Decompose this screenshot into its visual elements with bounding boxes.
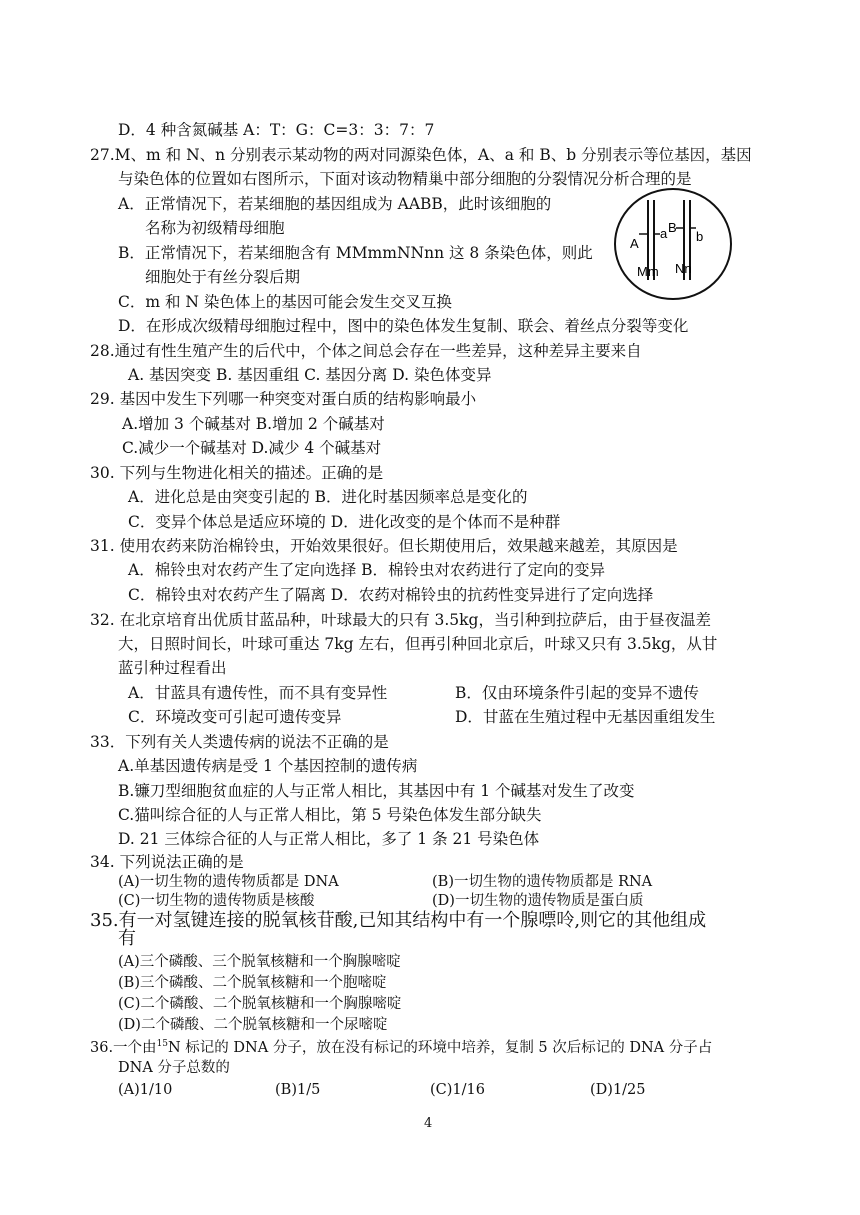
q35-option-a: (A)三个磷酸、三个脱氧核糖和一个胸腺嘧啶	[118, 954, 401, 970]
question-27-stem: 27.M、m 和 N、n 分别表示某动物的两对同源染色体，A、a 和 B、b 分别表示等位基因，基因	[90, 146, 752, 164]
question-29-stem: 29. 基因中发生下列哪一种突变对蛋白质的结构影响最小	[90, 390, 477, 408]
question-36-stem-cont: DNA 分子总数的	[118, 1060, 230, 1076]
q29-options-ab: A.增加 3 个碱基对 B.增加 2 个碱基对	[122, 415, 385, 433]
fig-label-a: a	[660, 226, 668, 241]
q33-option-d: D. 21 三体综合征的人与正常人相比，多了 1 条 21 号染色体	[118, 830, 540, 848]
q36-option-b: (B)1/5	[275, 1082, 321, 1098]
fig-label-A: A	[630, 236, 639, 251]
q32-option-c: C．环境改变可引起可遗传变异	[128, 708, 342, 726]
q34-option-c: (C)一切生物的遗传物质是核酸	[118, 893, 315, 909]
q32-option-a: A．甘蓝具有遗传性，而不具有变异性	[128, 684, 388, 702]
q36-text-start: 36.一个由	[90, 1040, 157, 1056]
question-27-stem-cont: 与染色体的位置如右图所示，下面对该动物精巢中部分细胞的分裂情况分析合理的是	[118, 170, 692, 188]
question-32-stem-cont2: 蓝引种过程看出	[118, 659, 227, 677]
q34-option-b: (B)一切生物的遗传物质都是 RNA	[432, 874, 653, 890]
fig-label-Nn: Nn	[675, 261, 692, 276]
q29-options-cd: C.减少一个碱基对 D.减少 4 个碱基对	[122, 439, 382, 457]
q27-option-d: D．在形成次级精母细胞过程中，图中的染色体发生复制、联会、着丝点分裂等变化	[118, 317, 689, 335]
q34-option-d: (D)一切生物的遗传物质是蛋白质	[432, 893, 644, 909]
q32-option-d: D．甘蓝在生殖过程中无基因重组发生	[455, 708, 716, 726]
chromosome-figure	[612, 186, 734, 302]
question-31-stem: 31. 使用农药来防治棉铃虫，开始效果很好。但长期使用后，效果越来越差，其原因是	[90, 537, 678, 555]
q36-option-c: (C)1/16	[430, 1082, 485, 1098]
q33-option-b: B.镰刀型细胞贫血症的人与正常人相比，其基因中有 1 个碱基对发生了改变	[118, 782, 635, 800]
q30-options-ab: A．进化总是由突变引起的 B．进化时基因频率总是变化的	[128, 488, 528, 506]
question-33-stem: 33．下列有关人类遗传病的说法不正确的是	[90, 733, 389, 751]
q27-option-a-cont: 名称为初级精母细胞	[145, 219, 285, 237]
q27-option-b-cont: 细胞处于有丝分裂后期	[145, 268, 301, 286]
q31-options-ab: A．棉铃虫对农药产生了定向选择 B．棉铃虫对农药进行了定向的变异	[128, 561, 606, 579]
q27-option-c: C．m 和 N 染色体上的基因可能会发生交叉互换	[118, 293, 452, 311]
page-number: 4	[424, 1116, 433, 1131]
q31-options-cd: C．棉铃虫对农药产生了隔离 D．农药对棉铃虫的抗药性变异进行了定向选择	[128, 586, 654, 604]
fig-label-Mm: Mm	[637, 264, 659, 279]
isotope-superscript: 15	[156, 1039, 169, 1049]
q36-option-a: (A)1/10	[118, 1082, 173, 1098]
q27-option-a: A．正常情况下，若某细胞的基因组成为 AABB，此时该细胞的	[118, 195, 552, 213]
q27-option-b: B．正常情况下，若某细胞含有 MMmmNNnn 这 8 条染色体，则此	[118, 244, 593, 262]
q35-option-c: (C)二个磷酸、二个脱氧核糖和一个胸腺嘧啶	[118, 996, 402, 1012]
q36-text-end: N 标记的 DNA 分子，放在没有标记的环境中培养，复制 5 次后标记的 DNA 分子占	[168, 1040, 713, 1056]
question-32-stem-cont: 大，日照时间长，叶球可重达 7kg 左右，但再引种回北京后，叶球又只有 3.5kg，从甘	[118, 635, 718, 653]
question-32-stem: 32. 在北京培育出优质甘蓝品种，叶球最大的只有 3.5kg，当引种到拉萨后，由于昼夜温差	[90, 611, 711, 629]
q35-option-d: (D)二个磷酸、二个脱氧核糖和一个尿嘧啶	[118, 1017, 388, 1033]
q32-option-b: B．仅由环境条件引起的变异不遗传	[455, 684, 699, 702]
question-30-stem: 30. 下列与生物进化相关的描述。正确的是	[90, 464, 384, 482]
q33-option-c: C.猫叫综合征的人与正常人相比，第 5 号染色体发生部分缺失	[118, 806, 542, 824]
q28-options: A. 基因突变 B. 基因重组 C. 基因分离 D. 染色体变异	[128, 366, 492, 384]
question-35-stem-cont: 有	[118, 928, 136, 949]
question-34-stem: 34. 下列说法正确的是	[90, 853, 244, 871]
question-35-stem: 35.有一对氢键连接的脱氧核苷酸,已知其结构中有一个腺嘌呤,则它的其他组成	[90, 910, 707, 931]
q30-options-cd: C．变异个体总是适应环境的 D．进化改变的是个体而不是种群	[128, 513, 561, 531]
q35-option-b: (B)三个磷酸、二个脱氧核糖和一个胞嘧啶	[118, 975, 387, 991]
fig-label-b: b	[696, 229, 704, 244]
q34-option-a: (A)一切生物的遗传物质都是 DNA	[118, 874, 339, 890]
q36-option-d: (D)1/25	[590, 1082, 646, 1098]
q33-option-a: A.单基因遗传病是受 1 个基因控制的遗传病	[118, 757, 418, 775]
question-28-stem: 28.通过有性生殖产生的后代中，个体之间总会存在一些差异，这种差异主要来自	[90, 342, 642, 360]
line-26d: D．4 种含氮碱基 A：T：G：C=3：3：7：7	[118, 121, 435, 139]
question-36-stem	[90, 1038, 712, 1058]
fig-label-B: B	[668, 220, 677, 235]
